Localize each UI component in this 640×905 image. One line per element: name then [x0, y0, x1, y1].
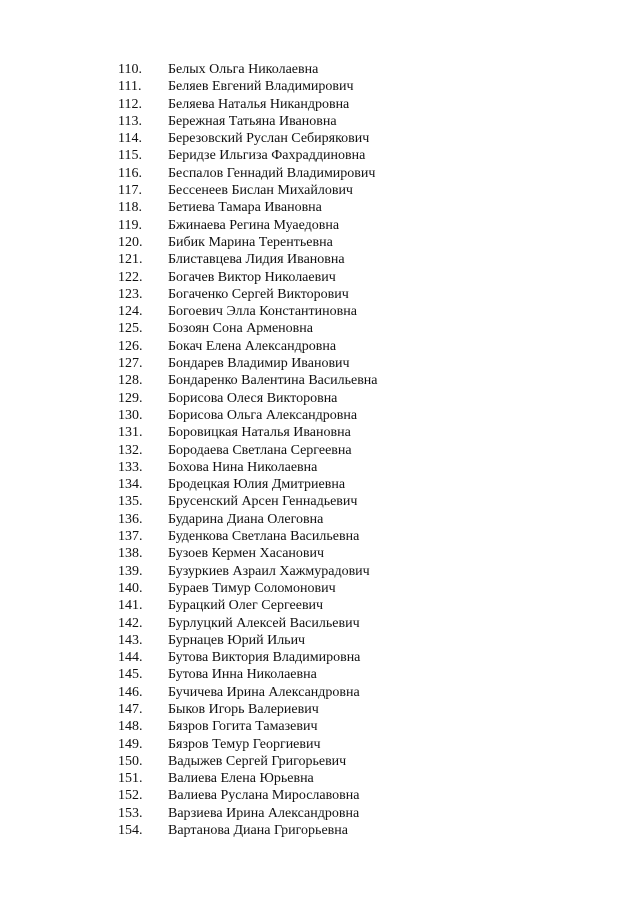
- list-item: [0, 476, 640, 493]
- list-item: [0, 511, 640, 528]
- item-number: 124.: [118, 304, 143, 320]
- list-item: [0, 390, 640, 407]
- item-number: 118.: [118, 200, 142, 216]
- item-name: Бокач Елена Александровна: [168, 338, 337, 354]
- list-item: [0, 147, 640, 164]
- item-name: Беляева Наталья Никандровна: [168, 96, 350, 112]
- name-list: [0, 61, 640, 839]
- item-number: 137.: [118, 529, 143, 545]
- item-number: 150.: [118, 753, 143, 769]
- item-number: 120.: [118, 234, 143, 250]
- item-number: 149.: [118, 736, 143, 752]
- list-item: [0, 251, 640, 268]
- item-number: 113.: [118, 113, 142, 129]
- item-name: Беридзе Ильгиза Фахраддиновна: [168, 148, 366, 164]
- item-name: Березовский Руслан Себирякович: [168, 131, 370, 147]
- item-name: Бозоян Сона Арменовна: [168, 321, 313, 337]
- item-number: 125.: [118, 321, 143, 337]
- list-item: [0, 805, 640, 822]
- list-item: [0, 165, 640, 182]
- list-item: [0, 442, 640, 459]
- item-name: Валиева Елена Юрьевна: [168, 771, 314, 787]
- item-number: 122.: [118, 269, 143, 285]
- item-number: 111.: [118, 79, 142, 95]
- list-item: [0, 217, 640, 234]
- item-name: Бессенеев Бислан Михайлович: [168, 183, 353, 199]
- item-name: Бурлуцкий Алексей Васильевич: [168, 615, 360, 631]
- item-name: Беспалов Геннадий Владимирович: [168, 165, 376, 181]
- item-name: Богаченко Сергей Викторович: [168, 286, 349, 302]
- item-name: Бударина Диана Олеговна: [168, 511, 324, 527]
- list-item: [0, 96, 640, 113]
- list-item: [0, 632, 640, 649]
- item-name: Бузоев Кермен Хасанович: [168, 546, 325, 562]
- item-number: 112.: [118, 96, 142, 112]
- item-number: 146.: [118, 684, 143, 700]
- item-name: Бондаренко Валентина Васильевна: [168, 373, 378, 389]
- list-item: [0, 199, 640, 216]
- item-number: 141.: [118, 598, 143, 614]
- item-name: Бондарев Владимир Иванович: [168, 356, 350, 372]
- list-item: [0, 493, 640, 510]
- list-item: [0, 407, 640, 424]
- list-item: [0, 459, 640, 476]
- list-item: [0, 269, 640, 286]
- list-item: [0, 563, 640, 580]
- item-name: Бурацкий Олег Сергеевич: [168, 598, 324, 614]
- list-item: [0, 303, 640, 320]
- item-name: Бязров Темур Георгиевич: [168, 736, 321, 752]
- list-item: [0, 234, 640, 251]
- item-name: Варзиева Ирина Александровна: [168, 805, 360, 821]
- list-item: [0, 338, 640, 355]
- item-number: 139.: [118, 563, 143, 579]
- list-item: [0, 78, 640, 95]
- list-item: [0, 666, 640, 683]
- item-name: Белых Ольга Николаевна: [168, 62, 319, 77]
- item-name: Богоевич Элла Константиновна: [168, 304, 357, 320]
- item-name: Брусенский Арсен Геннадьевич: [168, 494, 358, 510]
- list-item: [0, 130, 640, 147]
- item-number: 154.: [118, 823, 143, 839]
- item-name: Бязров Гогита Тамазевич: [168, 719, 318, 735]
- item-name: Бохова Нина Николаевна: [168, 459, 318, 475]
- item-name: Бетиева Тамара Ивановна: [168, 200, 322, 216]
- item-name: Бжинаева Регина Муаедовна: [168, 217, 340, 233]
- item-number: 131.: [118, 425, 143, 441]
- item-name: Беляев Евгений Владимирович: [168, 79, 354, 95]
- item-name: Бурнацев Юрий Ильич: [168, 632, 306, 648]
- item-number: 123.: [118, 286, 143, 302]
- item-number: 133.: [118, 459, 143, 475]
- item-name: Бучичева Ирина Александровна: [168, 684, 360, 700]
- list-item: [0, 597, 640, 614]
- item-name: Борисова Олеся Викторовна: [168, 390, 338, 406]
- item-number: 135.: [118, 494, 143, 510]
- item-number: 126.: [118, 338, 143, 354]
- item-name: Бутова Инна Николаевна: [168, 667, 317, 683]
- list-item: [0, 320, 640, 337]
- item-number: 145.: [118, 667, 143, 683]
- item-number: 128.: [118, 373, 143, 389]
- item-name: Валиева Руслана Мирославовна: [168, 788, 360, 804]
- item-number: 127.: [118, 356, 143, 372]
- item-name: Бибик Марина Терентьевна: [168, 234, 333, 250]
- item-number: 115.: [118, 148, 142, 164]
- item-number: 153.: [118, 805, 143, 821]
- item-name: Боровицкая Наталья Ивановна: [168, 425, 351, 441]
- item-name: Бережная Татьяна Ивановна: [168, 113, 337, 129]
- item-number: 148.: [118, 719, 143, 735]
- item-name: Буденкова Светлана Васильевна: [168, 529, 360, 545]
- item-number: 114.: [118, 131, 142, 147]
- item-number: 119.: [118, 217, 142, 233]
- item-name: Вартанова Диана Григорьевна: [168, 823, 348, 839]
- list-item: [0, 736, 640, 753]
- list-item: [0, 424, 640, 441]
- item-name: Блиставцева Лидия Ивановна: [168, 252, 345, 268]
- list-item: [0, 615, 640, 632]
- item-number: 151.: [118, 771, 143, 787]
- item-number: 129.: [118, 390, 143, 406]
- list-item: [0, 182, 640, 199]
- item-number: 143.: [118, 632, 143, 648]
- list-item: [0, 61, 640, 78]
- list-item: [0, 286, 640, 303]
- list-item: [0, 787, 640, 804]
- list-item: [0, 355, 640, 372]
- list-item: [0, 649, 640, 666]
- item-number: 138.: [118, 546, 143, 562]
- item-name: Бураев Тимур Соломонович: [168, 580, 336, 596]
- item-number: 121.: [118, 252, 143, 268]
- item-name: Борисова Ольга Александровна: [168, 407, 358, 423]
- item-number: 144.: [118, 650, 143, 666]
- list-item: [0, 545, 640, 562]
- item-name: Бузуркиев Азраил Хажмурадович: [168, 563, 370, 579]
- item-number: 132.: [118, 442, 143, 458]
- item-number: 117.: [118, 183, 142, 199]
- item-number: 116.: [118, 165, 142, 181]
- list-item: [0, 684, 640, 701]
- list-item: [0, 701, 640, 718]
- item-number: 142.: [118, 615, 143, 631]
- list-item: [0, 770, 640, 787]
- list-item: [0, 580, 640, 597]
- item-name: Вадыжев Сергей Григорьевич: [168, 753, 347, 769]
- item-number: 152.: [118, 788, 143, 804]
- list-item: [0, 822, 640, 839]
- item-number: 130.: [118, 407, 143, 423]
- list-item: [0, 113, 640, 130]
- list-item: [0, 753, 640, 770]
- list-item: [0, 718, 640, 735]
- item-number: 134.: [118, 477, 143, 493]
- list-item: [0, 528, 640, 545]
- list-item: [0, 372, 640, 389]
- item-name: Бутова Виктория Владимировна: [168, 650, 361, 666]
- item-name: Бородаева Светлана Сергеевна: [168, 442, 352, 458]
- item-number: 140.: [118, 580, 143, 596]
- item-number: 110.: [118, 62, 142, 77]
- item-number: 136.: [118, 511, 143, 527]
- item-name: Бродецкая Юлия Дмитриевна: [168, 477, 346, 493]
- item-name: Богачев Виктор Николаевич: [168, 269, 336, 285]
- item-name: Быков Игорь Валериевич: [168, 701, 319, 717]
- item-number: 147.: [118, 701, 143, 717]
